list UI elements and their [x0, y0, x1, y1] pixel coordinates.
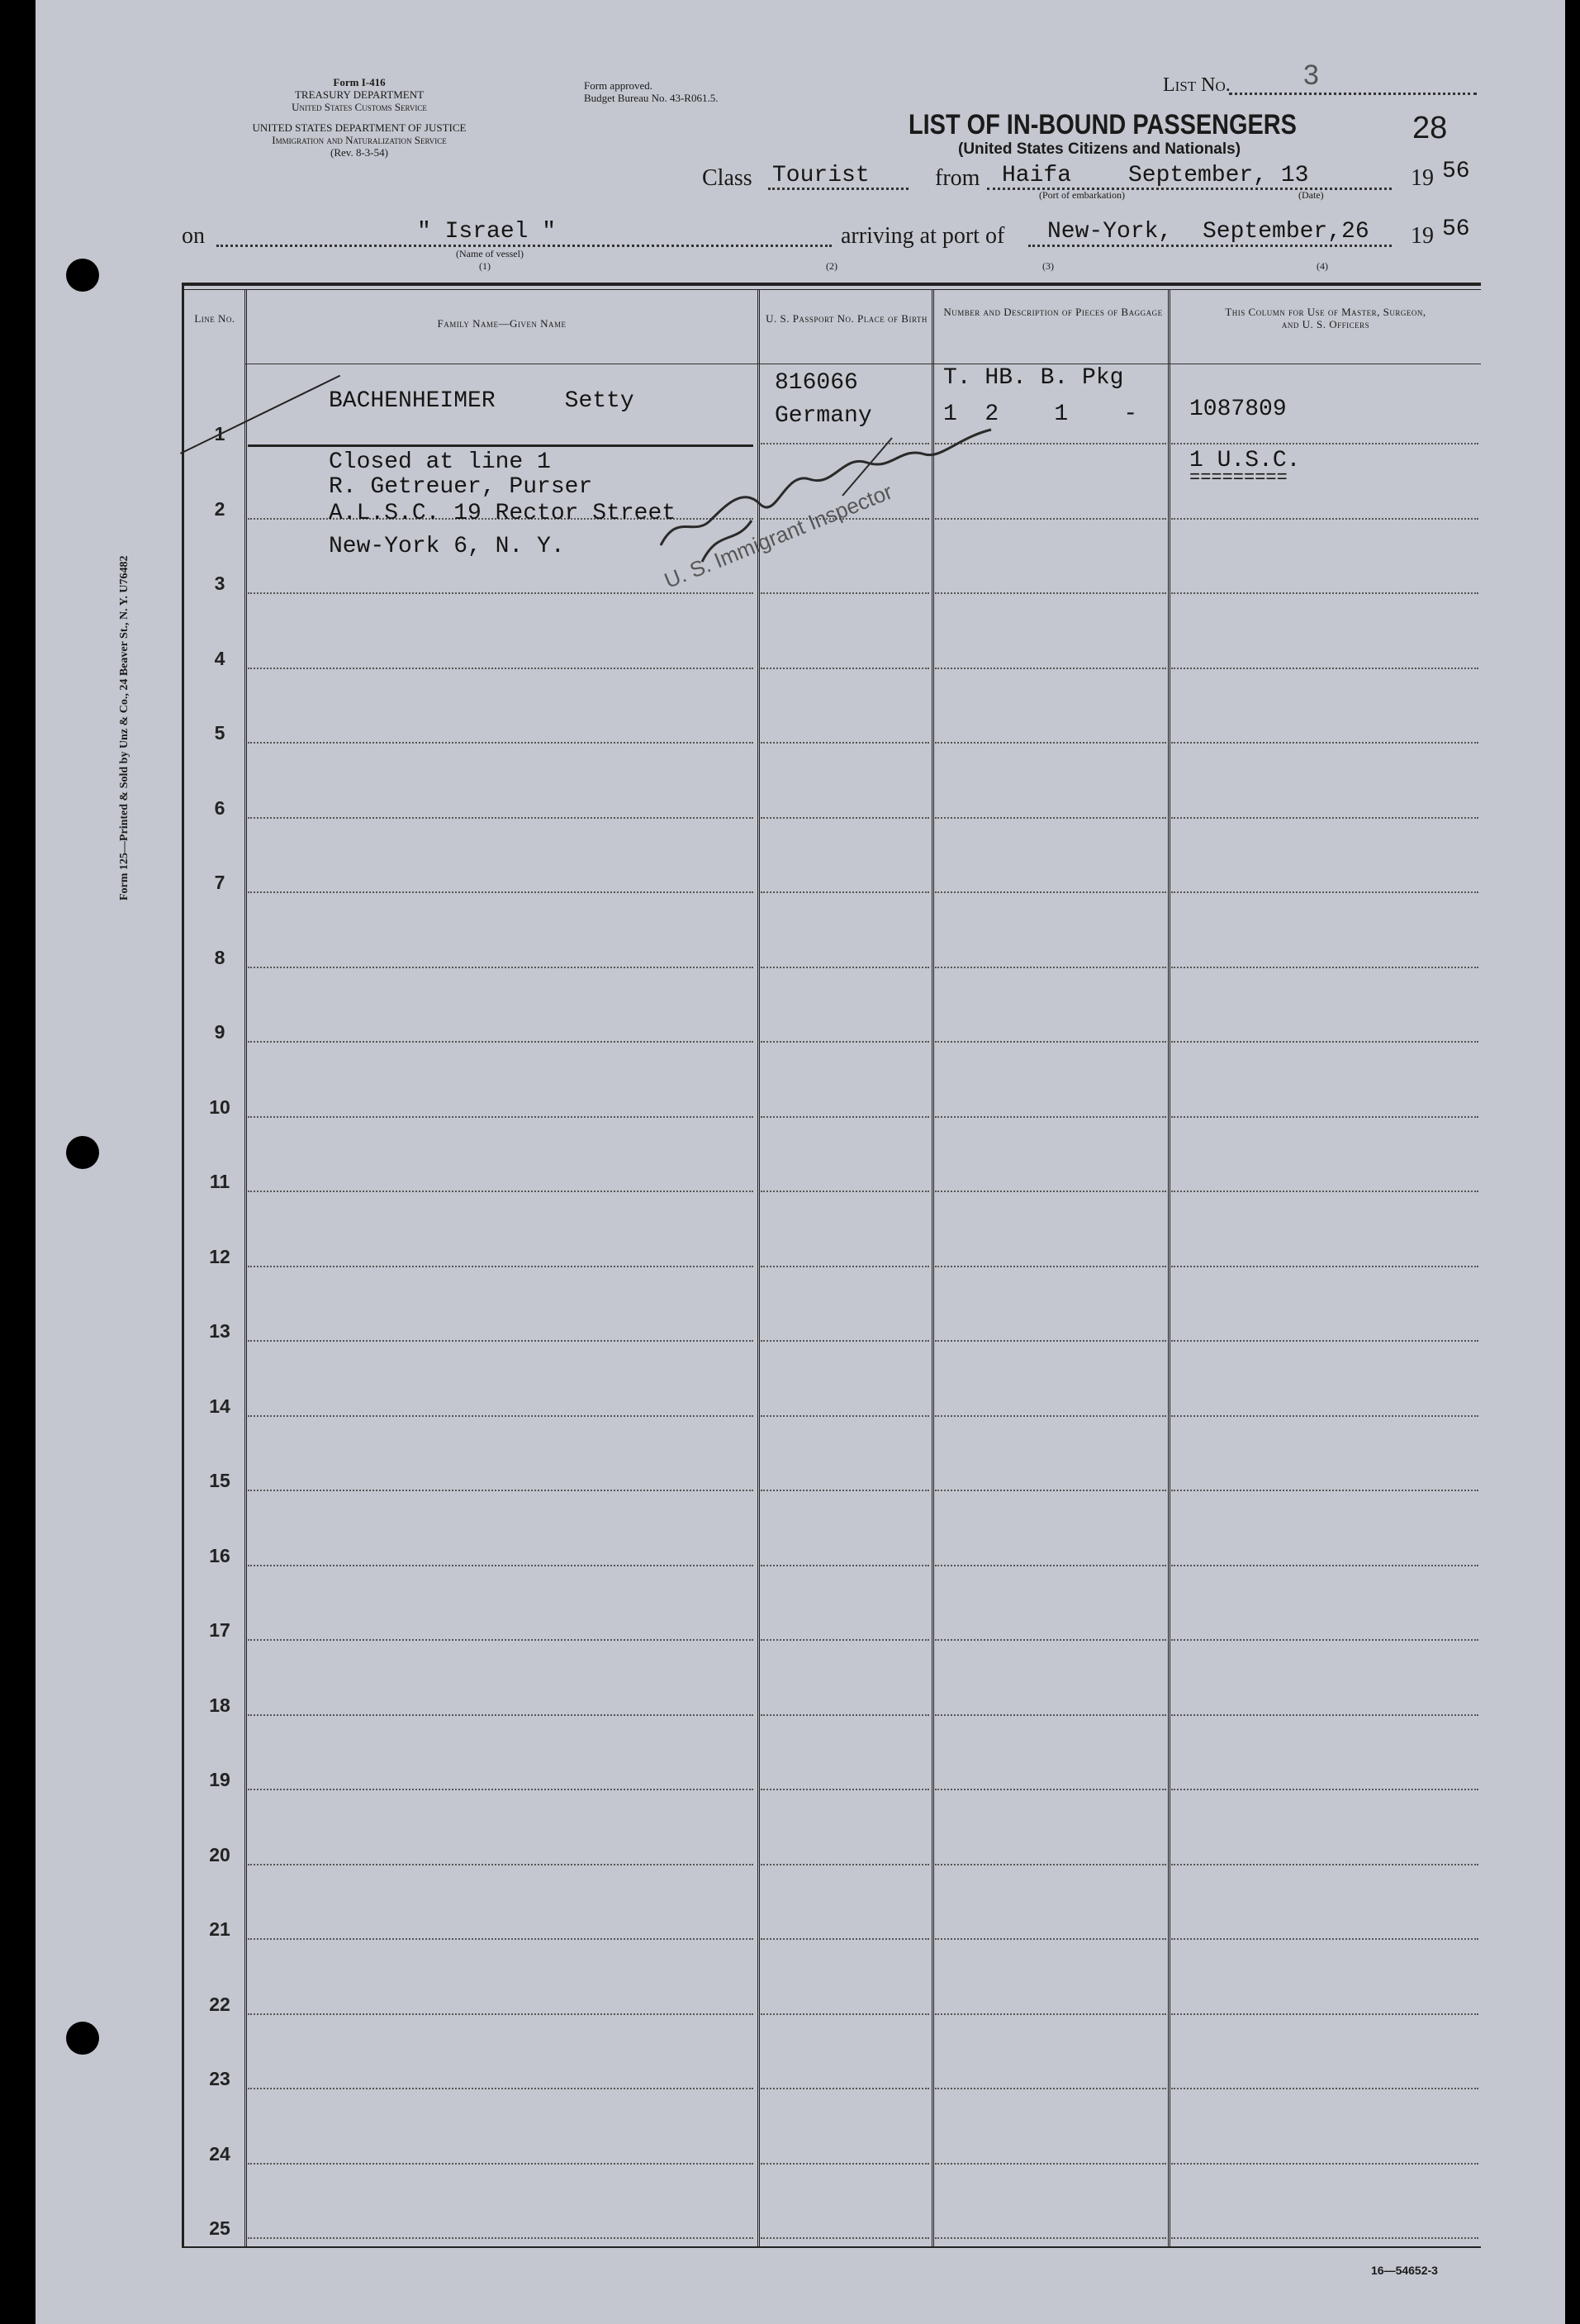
row-rule — [248, 1639, 753, 1641]
line-number: 25 — [209, 2217, 230, 2239]
treasury-dept: TREASURY DEPARTMENT — [294, 88, 425, 101]
arrival-date: September,26 — [1203, 219, 1369, 245]
row-rule — [761, 1864, 929, 1865]
row-rule — [761, 1714, 929, 1716]
row-rule — [935, 742, 1166, 744]
table-top-rule-2 — [182, 289, 1481, 290]
line-number: 18 — [209, 1694, 230, 1716]
row-rule — [248, 1714, 753, 1716]
line-number: 15 — [209, 1470, 230, 1491]
year-1: 56 — [1442, 159, 1470, 184]
list-no-label: List No. — [1163, 74, 1231, 96]
row-rule — [935, 891, 1166, 893]
row-rule — [761, 2088, 929, 2089]
row-rule — [248, 1789, 753, 1790]
arrival-dots — [1028, 245, 1392, 247]
row-rule — [248, 1116, 753, 1118]
row-rule — [248, 1340, 753, 1342]
line-number: 19 — [209, 1769, 230, 1790]
row-rule — [761, 1565, 929, 1566]
agency-block — [173, 76, 545, 159]
year-prefix-1: 19 — [1411, 165, 1434, 191]
row-rule — [248, 2163, 753, 2165]
list-no-dots — [1229, 93, 1477, 95]
row-rule — [248, 1266, 753, 1267]
year-2: 56 — [1442, 216, 1470, 242]
row-rule — [935, 2013, 1166, 2015]
row-rule — [1171, 891, 1478, 893]
footer-code: 16—54652-3 — [1371, 2264, 1438, 2277]
row-rule — [935, 1191, 1166, 1192]
row-rule — [935, 817, 1166, 819]
table-top-rule — [182, 283, 1481, 286]
row-rule — [1171, 1266, 1478, 1267]
row-rule — [935, 2088, 1166, 2089]
row-rule — [761, 1639, 929, 1641]
line-number: 3 — [214, 573, 225, 594]
row-rule — [761, 668, 929, 669]
row-rule — [761, 1340, 929, 1342]
customs-service: United States Customs Service — [292, 101, 427, 113]
binder-hole-bottom — [66, 2022, 99, 2055]
line-number: 23 — [209, 2068, 230, 2089]
form-title: LIST OF IN-BOUND PASSENGERS — [909, 109, 1297, 140]
row-rule — [248, 2237, 753, 2239]
row-rule — [935, 2237, 1166, 2239]
row-rule — [935, 967, 1166, 968]
row-rule — [1171, 1041, 1478, 1043]
row-rule — [761, 742, 929, 744]
row-rule — [1171, 1864, 1478, 1865]
row-rule — [1171, 518, 1478, 520]
vessel-caption: (Name of vessel) — [456, 248, 524, 259]
row-rule — [935, 1639, 1166, 1641]
row-rule — [248, 1041, 753, 1043]
ins-service: Immigration and Naturalization Service — [272, 134, 447, 146]
row-rule — [935, 592, 1166, 594]
birthplace: Germany — [775, 403, 872, 429]
on-label: on — [182, 223, 205, 249]
row-rule — [1171, 443, 1478, 444]
row-rule — [935, 1565, 1166, 1566]
line-number: 6 — [214, 796, 225, 819]
col-header-baggage: Number and Description of Pieces of Baggage — [943, 306, 1163, 318]
port-caption: (Port of embarkation) — [1039, 189, 1125, 201]
line-number: 12 — [209, 1245, 230, 1267]
justice-dept: UNITED STATES DEPARTMENT OF JUSTICE — [252, 121, 467, 134]
closing-line-3: A.L.S.C. 19 Rector Street — [329, 501, 676, 526]
vessel-dots — [216, 245, 832, 247]
row-rule — [1171, 742, 1478, 744]
line-number: 16 — [209, 1544, 230, 1566]
line-number: 20 — [209, 1843, 230, 1865]
row-rule — [761, 1938, 929, 1940]
row-rule — [761, 592, 929, 594]
from-date: September, 13 — [1128, 163, 1309, 188]
row-rule — [1171, 1639, 1478, 1641]
baggage-values: 1 2 1 - — [943, 402, 1138, 427]
form-page — [36, 0, 1565, 2324]
line-number: 10 — [209, 1095, 230, 1118]
line-number: 24 — [209, 2142, 230, 2165]
row-rule — [1171, 1490, 1478, 1491]
row-rule — [935, 1789, 1166, 1790]
line-number: 9 — [214, 1021, 225, 1043]
passport-number: 816066 — [775, 370, 858, 396]
form-number: Form I-416 — [333, 76, 386, 88]
vessel-name: " Israel " — [417, 219, 557, 245]
row-rule — [935, 1041, 1166, 1043]
line-number: 5 — [214, 722, 225, 744]
inspector-stamp: U. S. Immigrant Inspector — [661, 478, 896, 593]
year-prefix-2: 19 — [1411, 223, 1434, 249]
line-number: 4 — [214, 647, 225, 669]
row-rule — [761, 1116, 929, 1118]
line-col-divider — [244, 289, 247, 2246]
row-rule — [761, 891, 929, 893]
printer-imprint: Form 125—Printed & Sold by Unz & Co., 24 Beaver St., N. Y. U76482 — [118, 555, 130, 901]
binder-hole-top — [66, 259, 99, 292]
row-rule — [248, 592, 753, 594]
row-rule — [1171, 1340, 1478, 1342]
from-label: from — [935, 165, 980, 191]
row-rule — [935, 1266, 1166, 1267]
line-number: 14 — [209, 1395, 230, 1417]
row-rule — [761, 1191, 929, 1192]
row-rule — [1171, 2088, 1478, 2089]
row-rule — [935, 1415, 1166, 1417]
arrival-port: New-York, — [1047, 219, 1173, 245]
col-header-name: Family Name—Given Name — [437, 317, 567, 330]
closing-line-1: Closed at line 1 — [329, 449, 551, 475]
row-rule — [1171, 1938, 1478, 1940]
closing-line-2: R. Getreuer, Purser — [329, 474, 593, 500]
budget-bureau: Budget Bureau No. 43-R061.5. — [584, 92, 719, 104]
col-number-4: (4) — [1317, 260, 1328, 272]
row-rule — [1171, 1415, 1478, 1417]
line-number: 11 — [209, 1171, 230, 1192]
row-rule — [761, 1490, 929, 1491]
col-header-line: Line No. — [194, 312, 235, 325]
row-rule — [1171, 2237, 1478, 2239]
row-rule — [248, 1415, 753, 1417]
line-number: 21 — [209, 1918, 230, 1940]
col-number-3: (3) — [1042, 260, 1054, 272]
list-no-value: 3 — [1303, 59, 1319, 91]
col-header-passport: U. S. Passport No. Place of Birth — [766, 312, 928, 325]
officer-note-rule: ========= — [1189, 468, 1288, 488]
row-rule — [761, 967, 929, 968]
officer-note: 1 U.S.C. — [1189, 448, 1301, 473]
arriving-label: arriving at port of — [841, 223, 1005, 249]
baggage-header: T. HB. B. Pkg — [943, 365, 1124, 391]
row-rule — [761, 2013, 929, 2015]
row-rule — [1171, 592, 1478, 594]
from-port: Haifa — [1002, 163, 1072, 188]
col-header-officers: This Column for Use of Master, Surgeon, and U. S. Officers — [1225, 306, 1426, 330]
line-number: 7 — [214, 872, 225, 893]
table-bottom-rule — [182, 2246, 1481, 2248]
row-rule — [248, 2013, 753, 2015]
passenger-name: BACHENHEIMER Setty — [329, 388, 634, 414]
form-subtitle: (United States Citizens and Nationals) — [958, 140, 1241, 158]
row-rule — [761, 1415, 929, 1417]
approval-block — [584, 79, 718, 104]
table-left-border — [182, 283, 184, 2246]
row-rule — [248, 967, 753, 968]
officer-number: 1087809 — [1189, 397, 1287, 422]
row-rule — [935, 1938, 1166, 1940]
row-rule — [935, 668, 1166, 669]
row-rule — [761, 2163, 929, 2165]
binder-hole-middle — [66, 1136, 99, 1169]
row-rule — [248, 891, 753, 893]
row-rule — [1171, 1116, 1478, 1118]
row-rule — [1171, 967, 1478, 968]
row-rule — [248, 742, 753, 744]
class-label: Class — [702, 165, 752, 191]
row-rule — [935, 1490, 1166, 1491]
row-rule — [1171, 668, 1478, 669]
row-rule — [1171, 1789, 1478, 1790]
row-rule — [248, 817, 753, 819]
row-rule — [248, 668, 753, 669]
class-value: Tourist — [772, 163, 870, 188]
row-rule — [761, 817, 929, 819]
row-rule — [248, 1864, 753, 1865]
row-rule — [1171, 2163, 1478, 2165]
row-rule — [248, 1938, 753, 1940]
row-rule — [248, 1565, 753, 1566]
row-rule — [935, 1714, 1166, 1716]
inspector-signature — [644, 421, 1057, 587]
row-rule — [1171, 1191, 1478, 1192]
row-rule — [935, 1116, 1166, 1118]
row-rule — [1171, 817, 1478, 819]
revision-date: (Rev. 8-3-54) — [330, 146, 388, 159]
line-number: 2 — [214, 497, 225, 520]
line-number: 17 — [209, 1619, 230, 1641]
row-rule — [248, 1191, 753, 1192]
row-rule — [1171, 1714, 1478, 1716]
form-approved: Form approved. — [584, 79, 653, 92]
row-rule — [1171, 2013, 1478, 2015]
row-rule — [935, 2163, 1166, 2165]
row-rule — [761, 2237, 929, 2239]
line-number: 22 — [209, 1993, 230, 2015]
baggage-col-divider — [1168, 289, 1170, 2246]
row-rule — [761, 1789, 929, 1790]
line-number: 1 — [214, 423, 225, 444]
date-caption: (Date) — [1298, 189, 1324, 201]
line-number: 8 — [214, 946, 225, 968]
row-rule — [935, 1864, 1166, 1865]
vessel-col-number: (1) — [479, 260, 491, 272]
row-rule — [248, 2088, 753, 2089]
line-number: 13 — [209, 1320, 230, 1342]
row-rule — [761, 1266, 929, 1267]
row-rule — [935, 1340, 1166, 1342]
row-rule — [248, 1490, 753, 1491]
row-rule — [1171, 1565, 1478, 1566]
col-number-2: (2) — [826, 260, 837, 272]
closing-line-4: New-York 6, N. Y. — [329, 534, 565, 559]
page-number: 28 — [1412, 111, 1448, 145]
row-rule — [761, 1041, 929, 1043]
